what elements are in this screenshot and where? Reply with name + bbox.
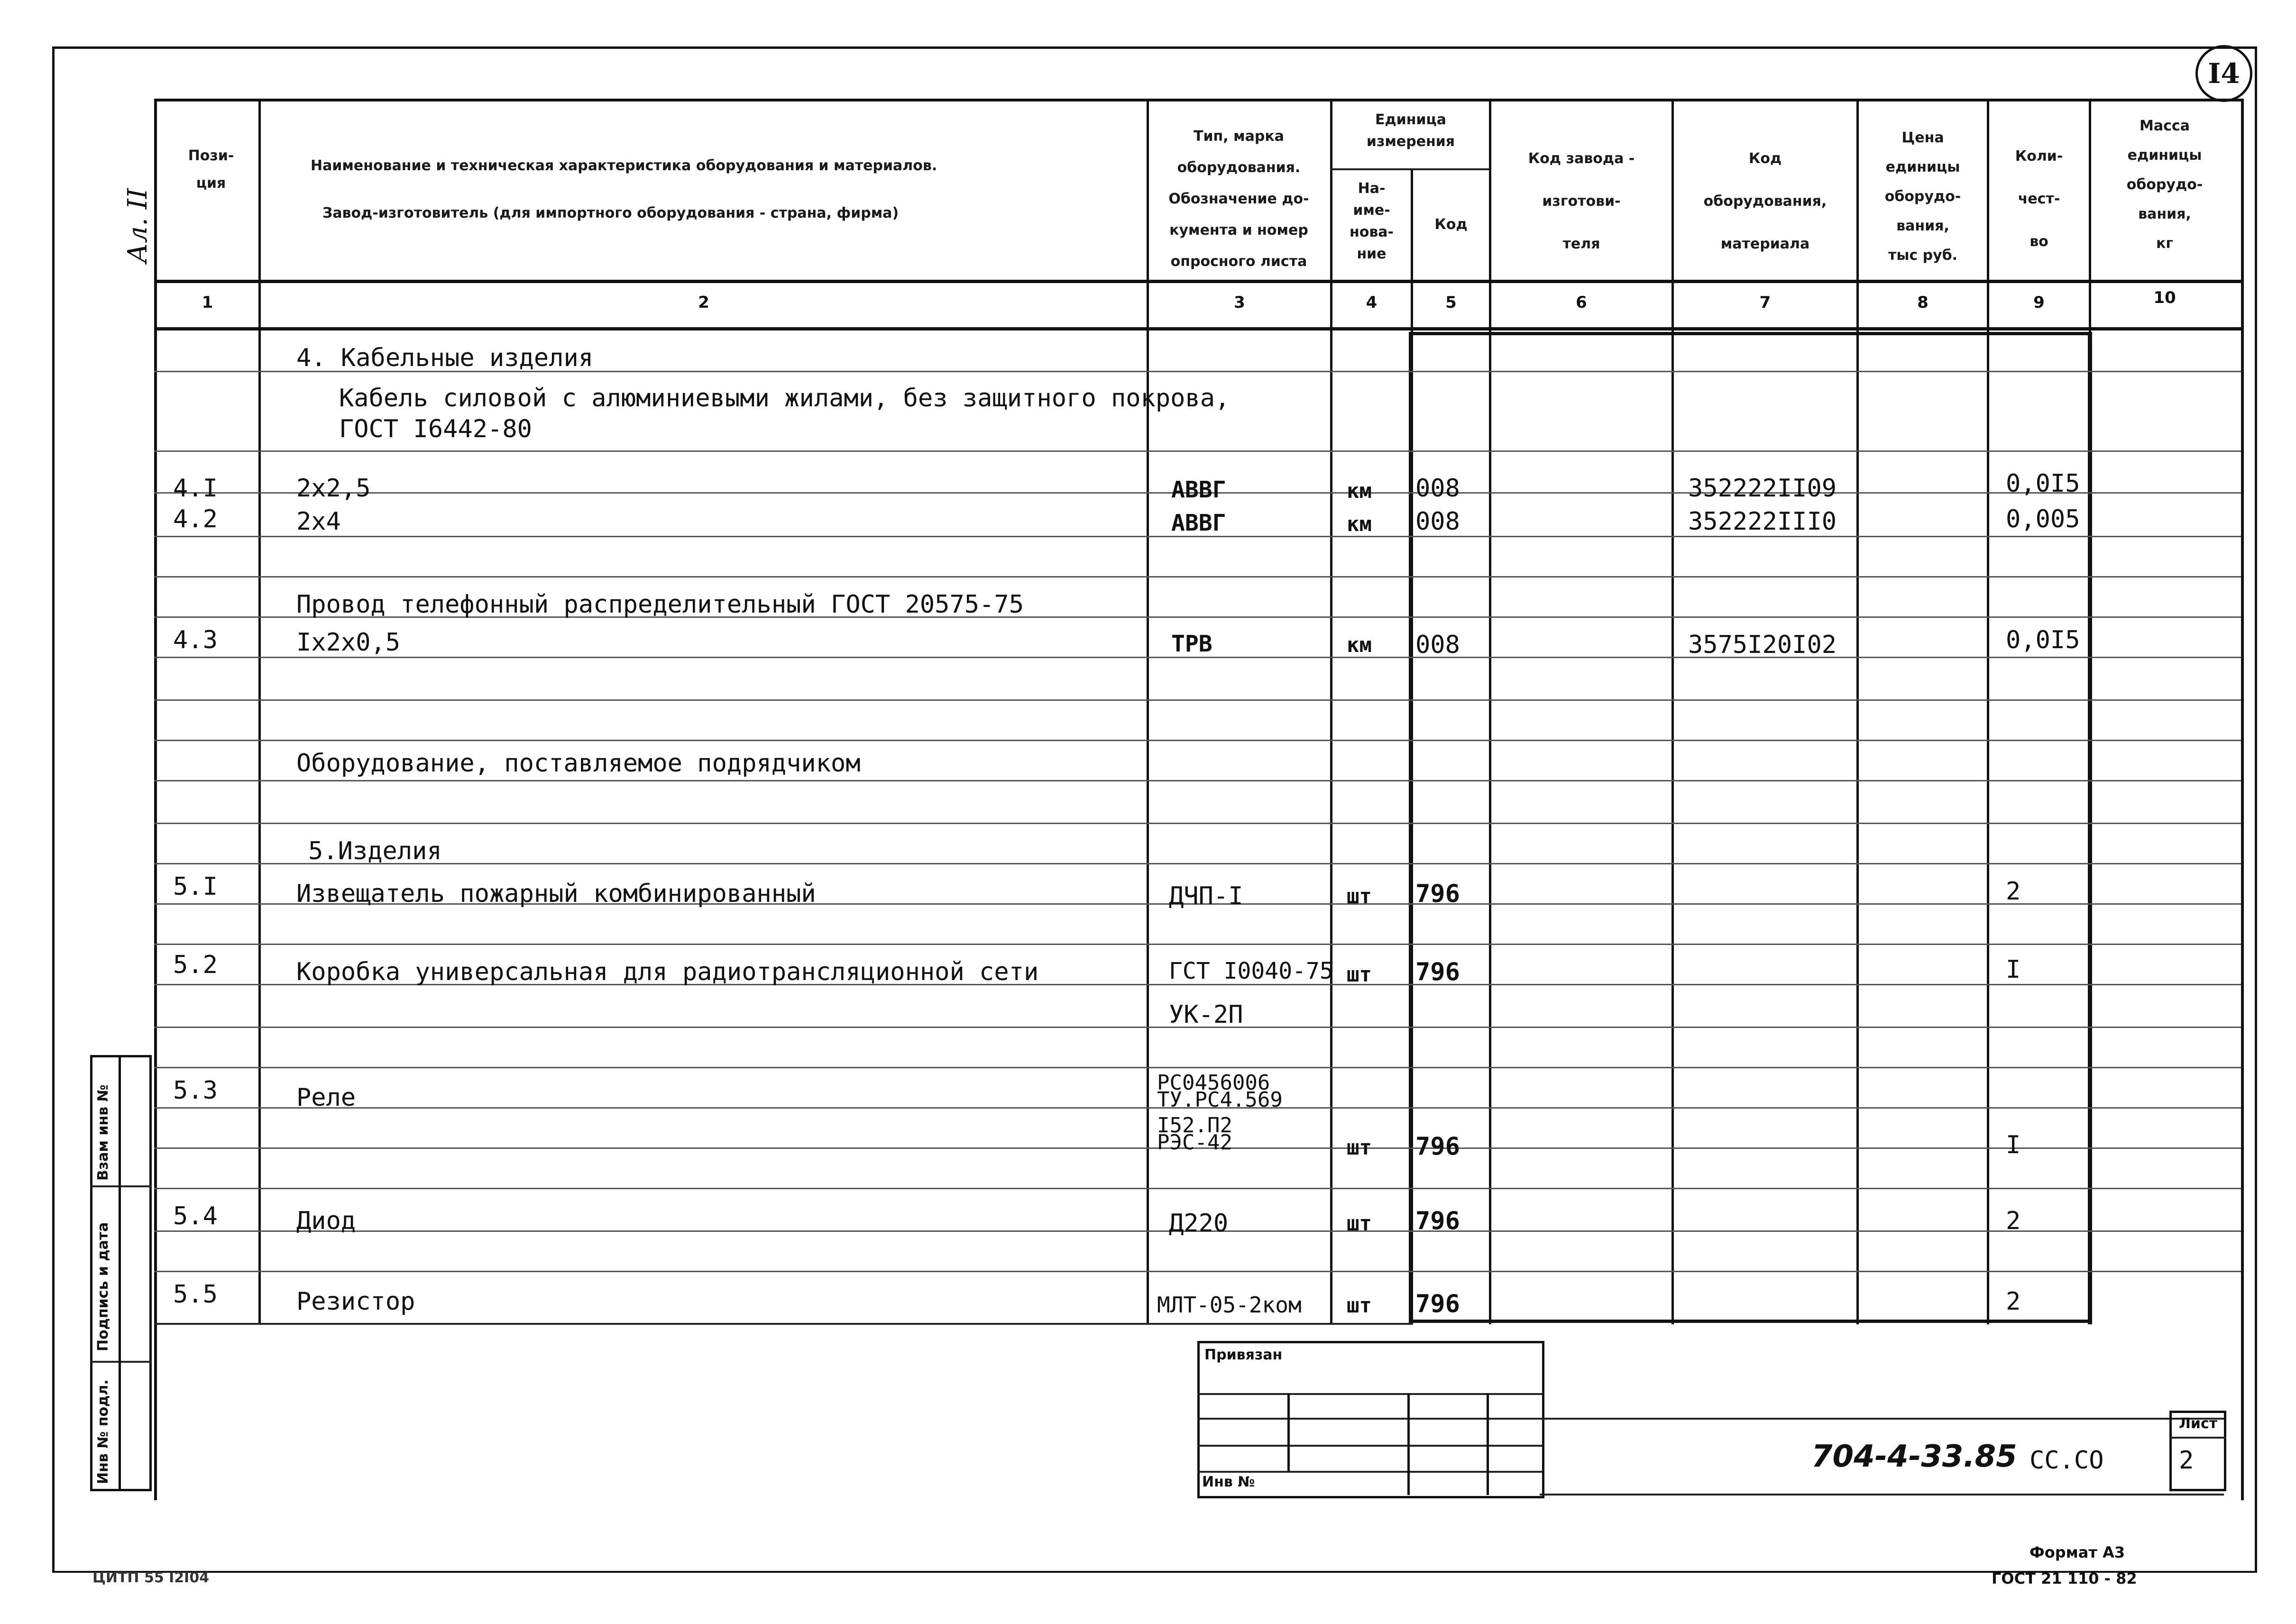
title-main-top bbox=[1540, 1418, 2224, 1420]
row-equip-code: 352222III0 bbox=[1688, 507, 1837, 536]
row-type: I52.П2 bbox=[1157, 1113, 1232, 1138]
colnum-bottom-line bbox=[154, 327, 2241, 330]
row-line bbox=[154, 699, 2241, 701]
title-line bbox=[1197, 1471, 1542, 1473]
row-pos: 5.2 bbox=[173, 951, 218, 979]
side-stamp-line bbox=[90, 1361, 152, 1363]
row-qty: I bbox=[2006, 955, 2021, 984]
row-line bbox=[154, 1188, 2241, 1189]
row-pos: 4.2 bbox=[173, 505, 218, 533]
thick-body-top bbox=[1409, 332, 2092, 335]
colnum-5: 5 bbox=[1445, 293, 1457, 312]
header-c3: Тип, марка оборудования. Обозначение до- кумента и номер опросного листа bbox=[1168, 128, 1309, 270]
row-code: 796 bbox=[1415, 1132, 1460, 1161]
colnum-3: 3 bbox=[1234, 293, 1245, 312]
row-type: УК-2П bbox=[1169, 1000, 1243, 1029]
row-pos: 5.5 bbox=[173, 1280, 218, 1309]
header-bottom-line bbox=[154, 280, 2241, 283]
row-code: 008 bbox=[1415, 507, 1460, 536]
row-line bbox=[154, 823, 2241, 824]
row-name: Реле bbox=[296, 1083, 356, 1112]
row-qty: 2 bbox=[2006, 1207, 2021, 1235]
row-unit: км bbox=[1347, 479, 1372, 503]
side-stamp-divider bbox=[119, 1055, 121, 1489]
row-line bbox=[154, 450, 2241, 452]
header-c2: Наименование и техническая характеристика оборудования и материалов. Завод-изготовитель (для импортного оборудования - страна, фирма) bbox=[311, 157, 937, 221]
row-pos: 4.3 bbox=[173, 626, 218, 654]
row-code: 796 bbox=[1415, 1290, 1460, 1318]
row-qty: 2 bbox=[2006, 1287, 2021, 1316]
header-c6: Код завода - изготови- теля bbox=[1528, 150, 1635, 252]
row-name: Коробка универсальная для радиотрансляционной сети bbox=[296, 958, 1039, 986]
footer-format: Формат А3 bbox=[2030, 1543, 2125, 1561]
row-line bbox=[154, 1271, 2241, 1272]
row-line bbox=[154, 576, 2241, 578]
row-unit: шт bbox=[1347, 1294, 1372, 1318]
row-code: 796 bbox=[1415, 958, 1460, 986]
row-pos: 4.I bbox=[173, 474, 218, 503]
section-title-cables: 4. Кабельные изделия bbox=[296, 344, 594, 372]
row-type: Д220 bbox=[1169, 1209, 1229, 1238]
row-equip-code: 3575I20I02 bbox=[1688, 631, 1837, 659]
row-equip-code: 352222II09 bbox=[1688, 474, 1837, 503]
row-line bbox=[154, 944, 2241, 945]
side-label: Ал. II bbox=[122, 188, 153, 263]
row-type: ДЧП-I bbox=[1169, 882, 1243, 910]
row-code: 796 bbox=[1415, 880, 1460, 908]
row-qty: I bbox=[2006, 1131, 2021, 1159]
section-title-items: 5.Изделия bbox=[308, 837, 442, 865]
privyazan-label: Привязан bbox=[1204, 1347, 1283, 1363]
colnum-8: 8 bbox=[1917, 293, 1929, 312]
title-line bbox=[1197, 1445, 1542, 1447]
table-bottom-line bbox=[154, 1323, 1413, 1325]
row-type: ГСТ I0040-75 bbox=[1169, 958, 1333, 984]
row-line bbox=[154, 740, 2241, 741]
header-c45-top: Единица измерения bbox=[1366, 111, 1455, 150]
header-c10: Масса единицы оборудо- вания, кг bbox=[2126, 118, 2203, 252]
row-type: АВВГ bbox=[1171, 510, 1226, 536]
row-line bbox=[154, 1067, 2241, 1068]
row-type: РС0456006 bbox=[1157, 1071, 1270, 1095]
title-vline bbox=[1487, 1393, 1489, 1495]
colnum-9: 9 bbox=[2033, 293, 2045, 312]
row-code: 796 bbox=[1415, 1207, 1460, 1235]
footer-gost: ГОСТ 21 110 - 82 bbox=[1992, 1569, 2137, 1587]
row-unit: шт bbox=[1347, 963, 1372, 987]
title-main-bottom bbox=[1540, 1494, 2224, 1496]
row-qty: 2 bbox=[2006, 877, 2021, 906]
row-unit: км bbox=[1347, 633, 1372, 657]
row-qty: 0,005 bbox=[2006, 505, 2080, 533]
colnum-1: 1 bbox=[202, 293, 213, 312]
sheet-label: Лист bbox=[2179, 1415, 2218, 1432]
header-c8: Цена единицы оборудо- вания, тыс руб. bbox=[1884, 129, 1961, 264]
thick-col-left bbox=[1409, 334, 1413, 1324]
row-name: 2х2,5 bbox=[296, 474, 371, 503]
header-c4: На- име- нова- ние bbox=[1349, 180, 1394, 262]
row-name: Диод bbox=[296, 1207, 356, 1235]
row-name: Резистор bbox=[296, 1287, 415, 1316]
sheet-box-line bbox=[2169, 1437, 2226, 1439]
title-line bbox=[1197, 1393, 1542, 1395]
row-name: 2х4 bbox=[296, 507, 341, 536]
row-line bbox=[154, 863, 2241, 864]
colnum-7: 7 bbox=[1759, 293, 1771, 312]
contractor-heading: Оборудование, поставляемое подрядчиком bbox=[296, 749, 861, 778]
cable-description: Кабель силовой с алюминиевыми жилами, без защитного покрова, bbox=[339, 384, 1230, 413]
row-qty: 0,0I5 bbox=[2006, 626, 2080, 654]
side-stamp-line bbox=[90, 1185, 152, 1187]
colnum-10: 10 bbox=[2153, 288, 2176, 307]
title-vline bbox=[1287, 1393, 1290, 1471]
row-pos: 5.3 bbox=[173, 1076, 218, 1105]
header-c5: Код bbox=[1434, 216, 1468, 233]
document-code: 704-4-33.85 bbox=[1811, 1439, 2017, 1474]
page-number-circle bbox=[2195, 45, 2252, 102]
sheet-number: 2 bbox=[2179, 1446, 2194, 1475]
thick-col-right bbox=[2088, 334, 2092, 1324]
row-type: РЭС-42 bbox=[1157, 1130, 1232, 1155]
page-number: I4 bbox=[2208, 57, 2240, 90]
row-name: Извещатель пожарный комбинированный bbox=[296, 880, 816, 908]
document-suffix: СС.СО bbox=[2030, 1446, 2104, 1475]
side-stamp-podpis: Подпись и дата bbox=[95, 1222, 111, 1351]
row-unit: шт bbox=[1347, 1211, 1372, 1236]
footer-left: ЦИТП 55 I2I04 bbox=[92, 1569, 210, 1586]
row-type: ТУ.РС4.569 bbox=[1157, 1088, 1283, 1112]
header-c1: Пози- ция bbox=[188, 147, 234, 192]
side-stamp-inv: Инв № подл. bbox=[95, 1379, 111, 1484]
row-type: АВВГ bbox=[1171, 477, 1226, 503]
row-type: МЛТ-05-2ком bbox=[1157, 1292, 1302, 1318]
row-line bbox=[154, 780, 2241, 781]
header-c7: Код оборудования, материала bbox=[1703, 150, 1827, 252]
cable-gost: ГОСТ I6442-80 bbox=[339, 415, 532, 443]
inv-no-label: Инв № bbox=[1202, 1474, 1255, 1490]
side-stamp-vzam: Взам инв № bbox=[95, 1084, 111, 1181]
row-unit: км bbox=[1347, 512, 1372, 536]
unit-subheader-line bbox=[1330, 168, 1489, 170]
colnum-2: 2 bbox=[698, 293, 709, 312]
row-code: 008 bbox=[1415, 474, 1460, 503]
row-qty: 0,0I5 bbox=[2006, 469, 2080, 498]
row-code: 008 bbox=[1415, 631, 1460, 659]
row-unit: шт bbox=[1347, 1136, 1372, 1160]
row-unit: шт bbox=[1347, 884, 1372, 908]
title-line bbox=[1197, 1418, 1542, 1420]
colnum-4: 4 bbox=[1366, 293, 1378, 312]
row-pos: 5.I bbox=[173, 872, 218, 901]
wire-description: Провод телефонный распределительный ГОСТ 20575-75 bbox=[296, 590, 1024, 619]
title-vline bbox=[1407, 1393, 1410, 1495]
row-type: ТРВ bbox=[1171, 631, 1212, 657]
colnum-6: 6 bbox=[1576, 293, 1587, 312]
row-name: Iх2х0,5 bbox=[296, 628, 401, 657]
header-c9: Коли- чест- во bbox=[2015, 148, 2063, 250]
thick-body-bottom bbox=[1409, 1320, 2092, 1323]
row-pos: 5.4 bbox=[173, 1202, 218, 1230]
